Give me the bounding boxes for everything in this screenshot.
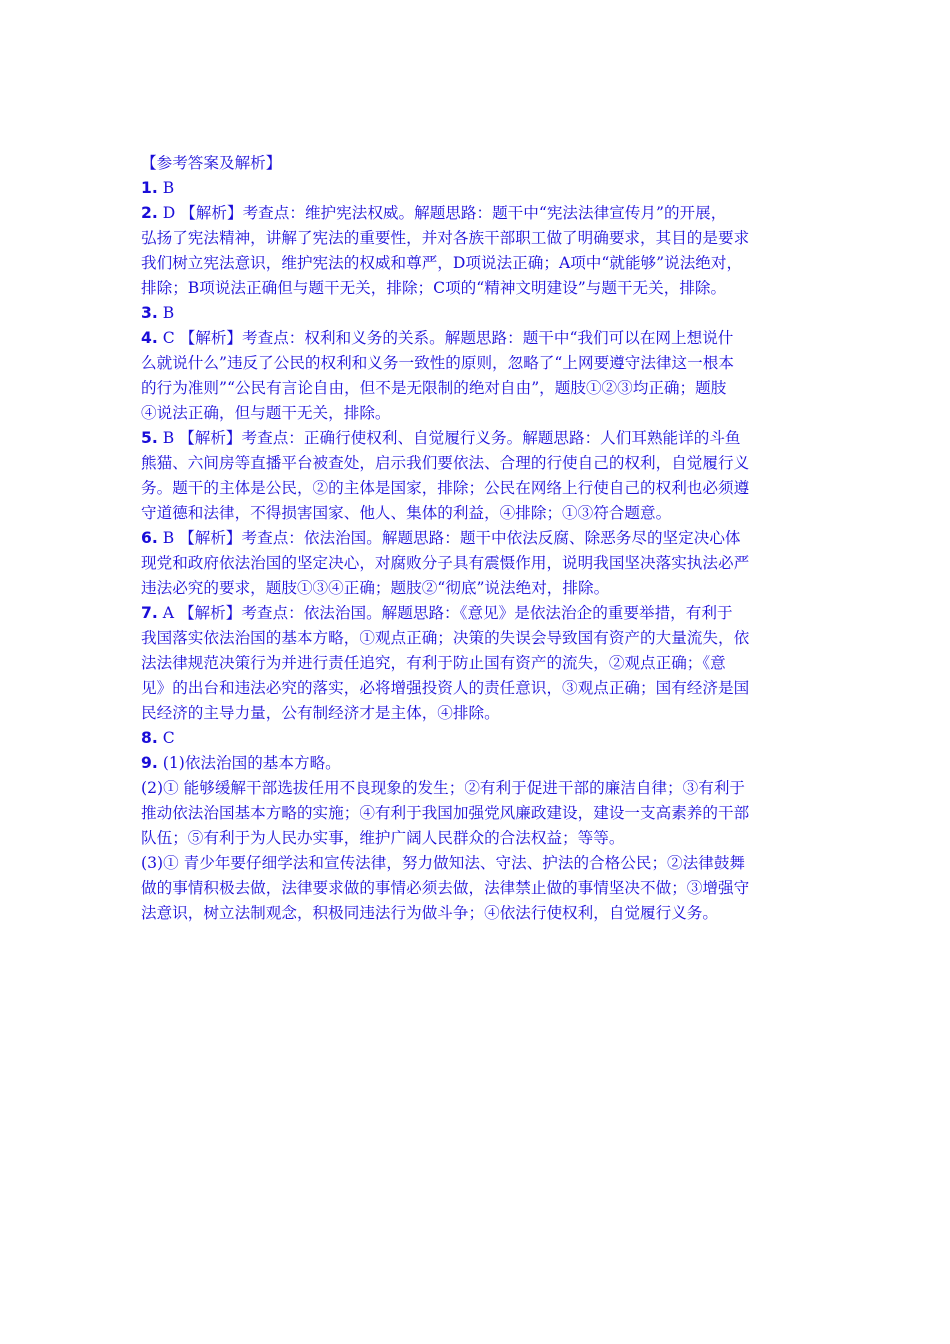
answer-line [141,401,813,426]
answer-text: 法法律规范决策行为并进行责任追究，有利于防止国有资产的流失，②观点正确；《意 [141,654,726,672]
answer-line [141,476,813,501]
answer-text: 推动依法治国基本方略的实施；④有利于我国加强党风廉政建设，建设一支高素养的干部 [141,804,750,822]
answer-heading: 【参考答案及解析】 [141,154,282,172]
answer-line [141,276,813,301]
answer-line [141,301,813,326]
answer-line [141,551,813,576]
answer-text: 现党和政府依法治国的坚定决心，对腐败分子具有震慑作用，说明我国坚决落实执法必严 [141,554,750,572]
answer-text: 民经济的主导力量，公有制经济才是主体，④排除。 [141,704,500,722]
answer-text: C [157,729,175,747]
answer-line [141,351,813,376]
answer-line [141,851,813,876]
answer-line [141,226,813,251]
question-number: 1. [141,179,158,197]
answer-line [141,251,813,276]
answer-text: 队伍；⑤有利于为人民办实事，维护广阔人民群众的合法权益；等等。 [141,829,625,847]
answer-line [141,326,813,351]
answer-text: 法意识，树立法制观念，积极同违法行为做斗争；④依法行使权利，自觉履行义务。 [141,904,718,922]
answer-line [141,876,813,901]
answer-text: B 【解析】考查点：依法治国。解题思路：题干中依法反腐、除恶务尽的坚定决心体 [157,529,741,547]
answer-line [141,901,813,926]
answer-line [141,676,813,701]
answer-text: 我们树立宪法意识，维护宪法的权威和尊严，D项说法正确；A项中“就能够”说法绝对， [141,254,743,272]
answer-line [141,576,813,601]
answer-text: 熊猫、六间房等直播平台被查处，启示我们要依法、合理的行使自己的权利，自觉履行义 [141,454,750,472]
answer-line [141,176,813,201]
answer-text: 务。题干的主体是公民，②的主体是国家，排除；公民在网络上行使自己的权利也必须遵 [141,479,750,497]
answer-line [141,826,813,851]
question-number: 7. [141,604,158,622]
answer-text: 我国落实依法治国的基本方略，①观点正确；决策的失误会导致国有资产的大量流失，依 [141,629,750,647]
question-number: 2. [141,204,158,222]
answer-document [141,151,813,926]
answer-text: D 【解析】考查点：维护宪法权威。解题思路：题干中“宪法法律宣传月”的开展， [157,204,727,222]
answer-line [141,776,813,801]
answer-line [141,451,813,476]
answer-text: B 【解析】考查点：正确行使权利、自觉履行义务。解题思路：人们耳熟能详的斗鱼 [157,429,741,447]
answer-line [141,426,813,451]
answer-line [141,726,813,751]
answer-line [141,651,813,676]
answer-text: (1)依法治国的基本方略。 [157,754,341,772]
question-number: 5. [141,429,158,447]
answer-text: 做的事情积极去做，法律要求做的事情必须去做，法律禁止做的事情坚决不做；③增强守 [141,879,750,897]
answer-text: B [157,304,175,322]
answer-text: B [157,179,175,197]
answer-text: C 【解析】考查点：权利和义务的关系。解题思路：题干中“我们可以在网上想说什 [157,329,734,347]
question-number: 4. [141,329,158,347]
answer-text: (3)① 青少年要仔细学法和宣传法律，努力做知法、守法、护法的合格公民；②法律鼓舞 [141,854,746,872]
answer-text: 违法必究的要求，题肢①③④正确；题肢②“彻底”说法绝对，排除。 [141,579,610,597]
question-number: 8. [141,729,158,747]
answer-text: 见》的出台和违法必究的落实，必将增强投资人的责任意识，③观点正确；国有经济是国 [141,679,750,697]
answer-line [141,801,813,826]
answer-text: A 【解析】考查点：依法治国。解题思路：《意见》是依法治企的重要举措，有利于 [157,604,733,622]
answer-text: 弘扬了宪法精神，讲解了宪法的重要性，并对各族干部职工做了明确要求，其目的是要求 [141,229,750,247]
answer-line [141,626,813,651]
answer-line [141,526,813,551]
answer-line [141,501,813,526]
answer-text: 的行为准则”“公民有言论自由，但不是无限制的绝对自由”，题肢①②③均正确；题肢 [141,379,727,397]
answer-line [141,751,813,776]
answer-text: 排除；B项说法正确但与题干无关，排除；C项的“精神文明建设”与题干无关，排除。 [141,279,727,297]
answer-text: 守道德和法律，不得损害国家、他人、集体的利益，④排除；①③符合题意。 [141,504,672,522]
answer-line [141,201,813,226]
answer-line [141,701,813,726]
question-number: 3. [141,304,158,322]
answer-text: 么就说什么”违反了公民的权利和义务一致性的原则，忽略了“上网要遵守法律这一根本 [141,354,734,372]
answer-line [141,376,813,401]
answer-lines [141,176,813,926]
question-number: 6. [141,529,158,547]
question-number: 9. [141,754,158,772]
answer-text: ④说法正确，但与题干无关，排除。 [141,404,391,422]
answer-line [141,601,813,626]
answer-text: (2)① 能够缓解干部选拔任用不良现象的发生；②有利于促进干部的廉洁自律；③有利于 [141,779,746,797]
